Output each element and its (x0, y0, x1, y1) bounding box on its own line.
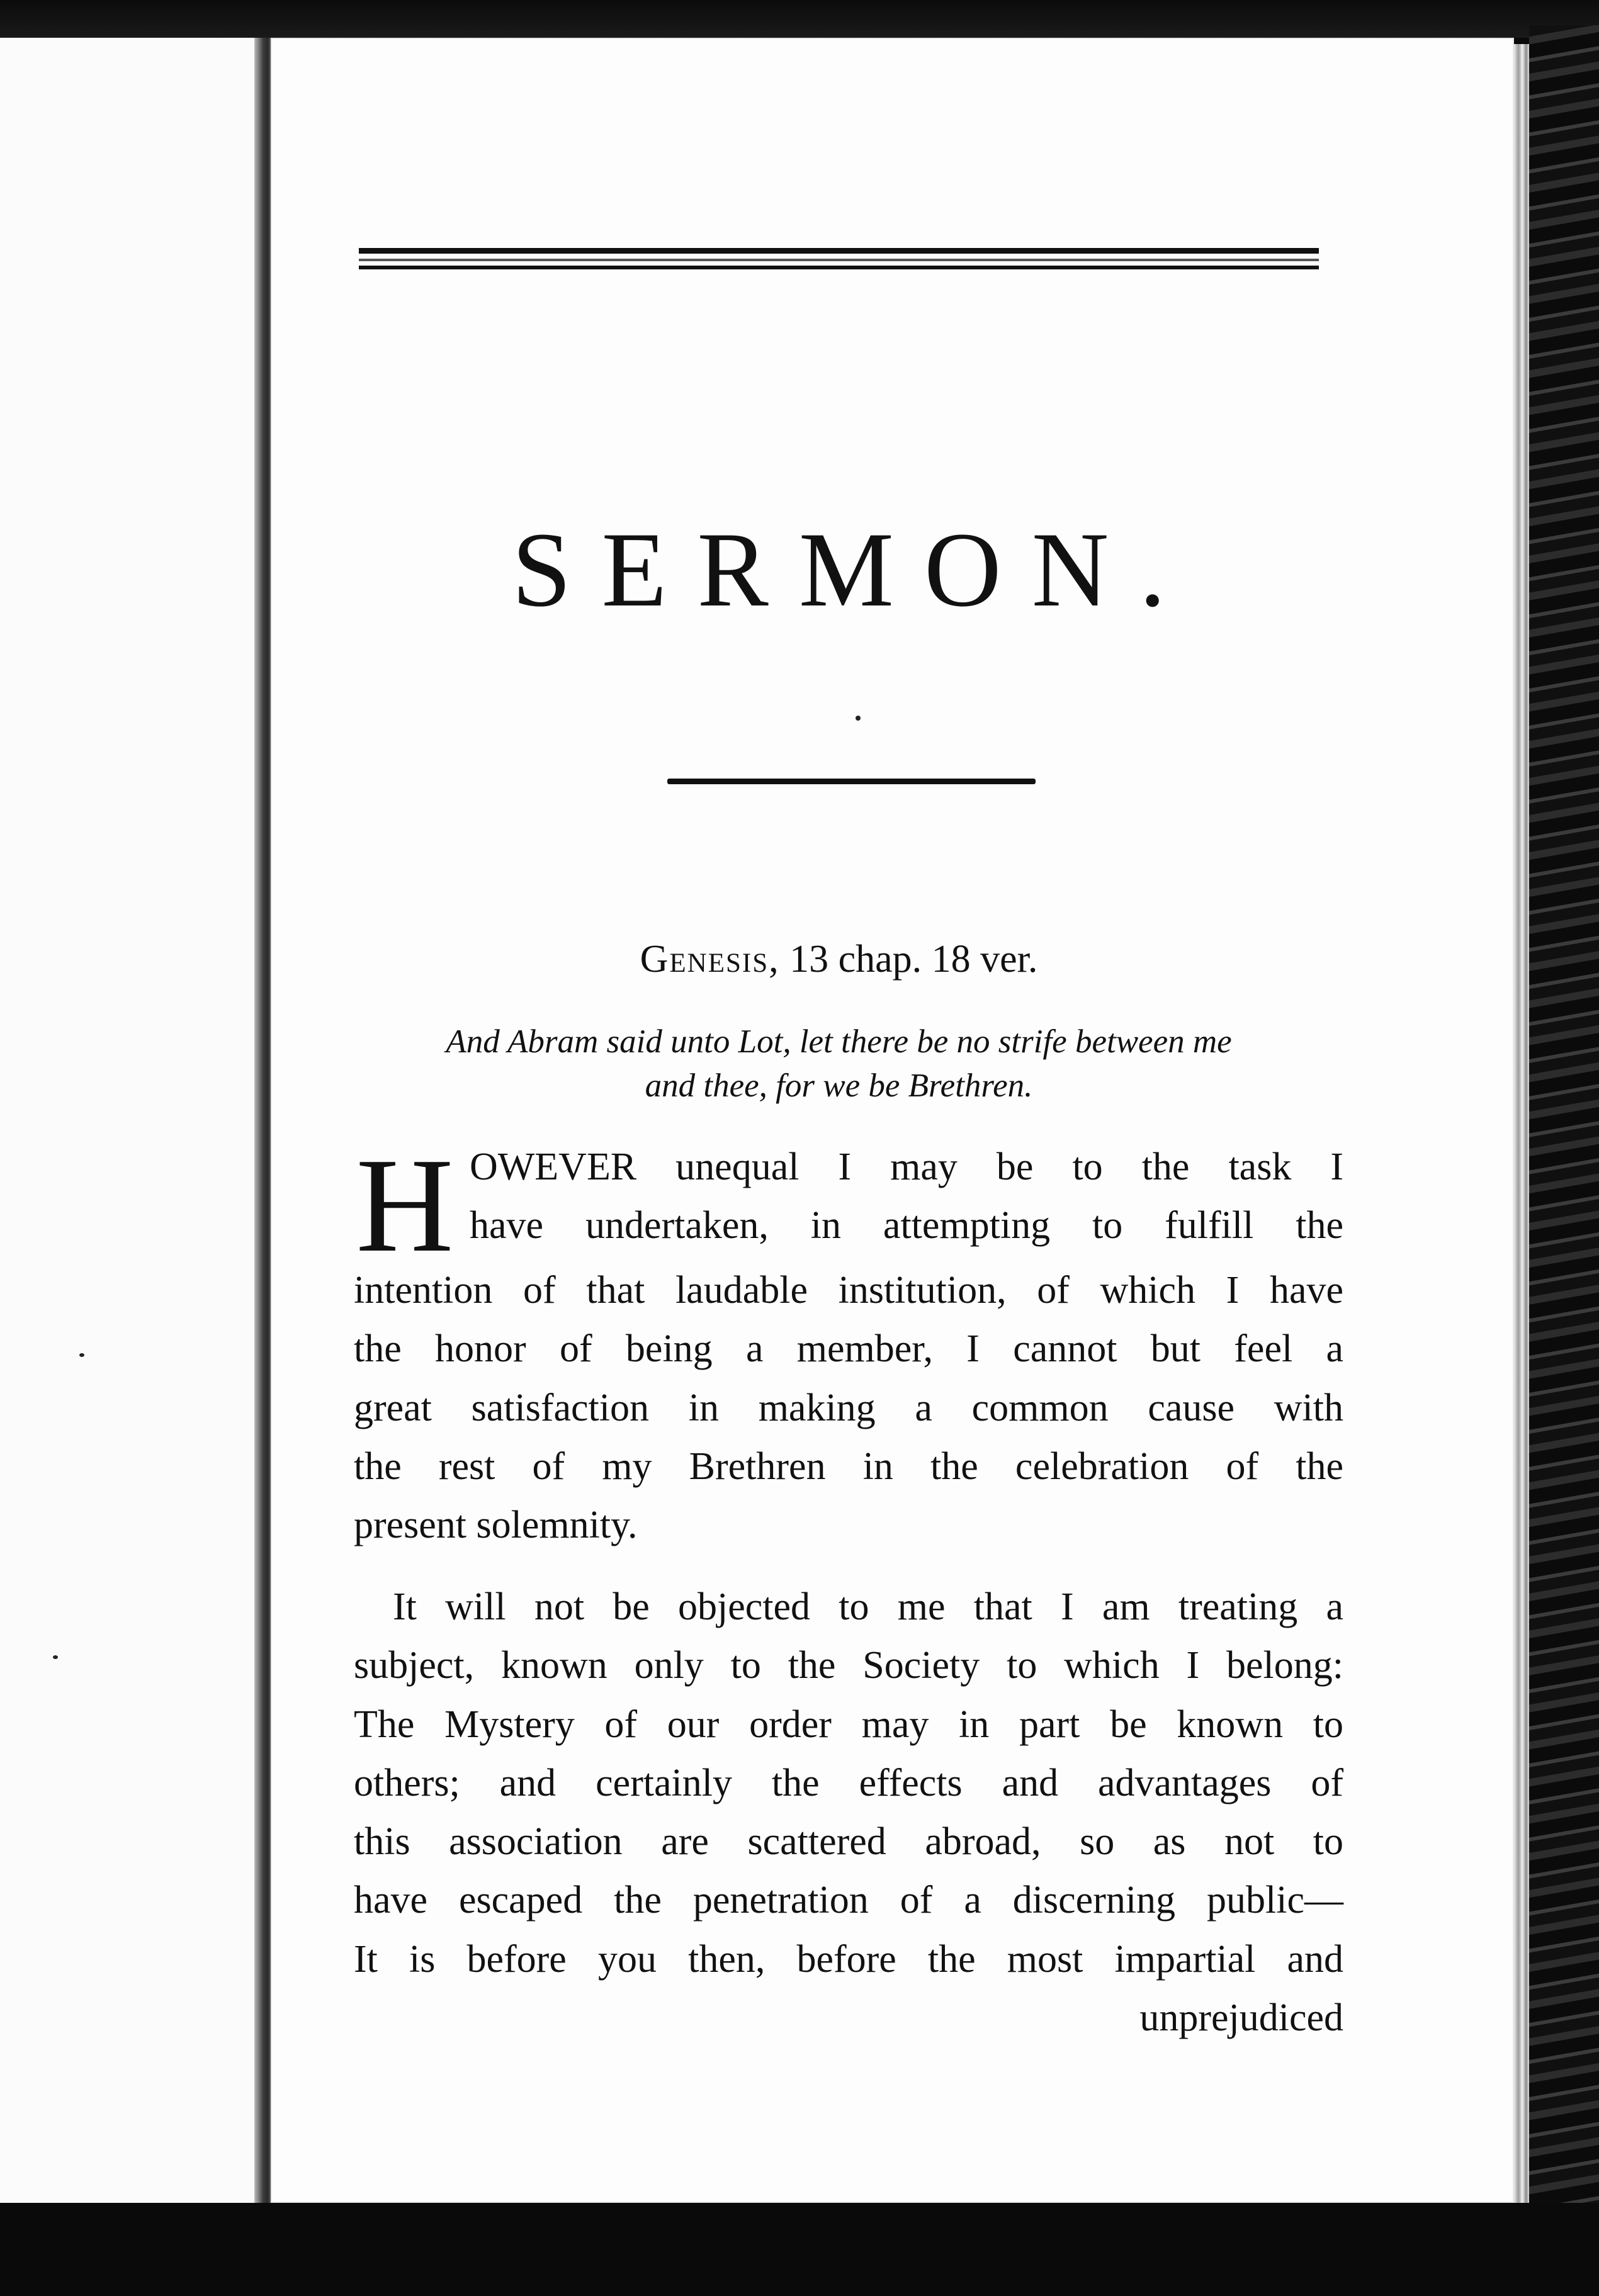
text-line: OWEVER unequal I may be to the task I (470, 1145, 1343, 1188)
header-double-rule (359, 248, 1319, 269)
scanner-top-edge (0, 0, 1599, 38)
paragraph-1 (354, 1130, 1343, 1555)
text-line: have escaped the penetration of a discerning public— (354, 1879, 1343, 1922)
text-line: subject, known only to the Society to which I belong: (354, 1644, 1343, 1687)
scanner-bottom-edge (0, 2203, 1599, 2296)
page-fore-edge (1514, 44, 1529, 2209)
reference-citation: 13 chap. 18 ver. (789, 938, 1038, 981)
text-line: present solemnity. (354, 1504, 638, 1547)
text-line: great satisfaction in making a common cause with (354, 1386, 1343, 1429)
catchword: unprejudiced (1139, 1996, 1343, 2040)
text-line: others; and certainly the effects and advantages of (354, 1761, 1343, 1804)
text-line: have undertaken, in attempting to fulfill the (470, 1204, 1343, 1247)
text-line: the rest of my Brethren in the celebration of the (354, 1444, 1343, 1488)
paragraph-2 (354, 1578, 1343, 2047)
text-line: The Mystery of our order may in part be known to (354, 1702, 1343, 1746)
left-blank-page (0, 38, 271, 2203)
text-line: It will not be objected to me that I am treating a (393, 1585, 1343, 1628)
text-line: this association are scattered abroad, so as not to (354, 1820, 1343, 1864)
text-line: the honor of being a member, I cannot but feel a (354, 1327, 1343, 1371)
scripture-reference (359, 938, 1319, 981)
title-divider-rule (667, 779, 1036, 784)
paper-speck (53, 1655, 58, 1659)
reference-book: Genesis, (640, 938, 780, 981)
scripture-epigraph (353, 1020, 1325, 1108)
page-title: SERMON. (512, 510, 1196, 629)
marbled-cover-edge (1529, 25, 1599, 2296)
epigraph-line: and thee, for we be Brethren. (645, 1067, 1033, 1104)
epigraph-line: And Abram said unto Lot, let there be no strife between me (446, 1023, 1232, 1060)
drop-cap: H (356, 1130, 454, 1280)
paper-speck (79, 1353, 84, 1357)
ink-dot (856, 716, 861, 721)
text-line: intention of that laudable institution, of which I have (354, 1269, 1343, 1312)
text-line: It is before you then, before the most impartial and (354, 1937, 1343, 1981)
